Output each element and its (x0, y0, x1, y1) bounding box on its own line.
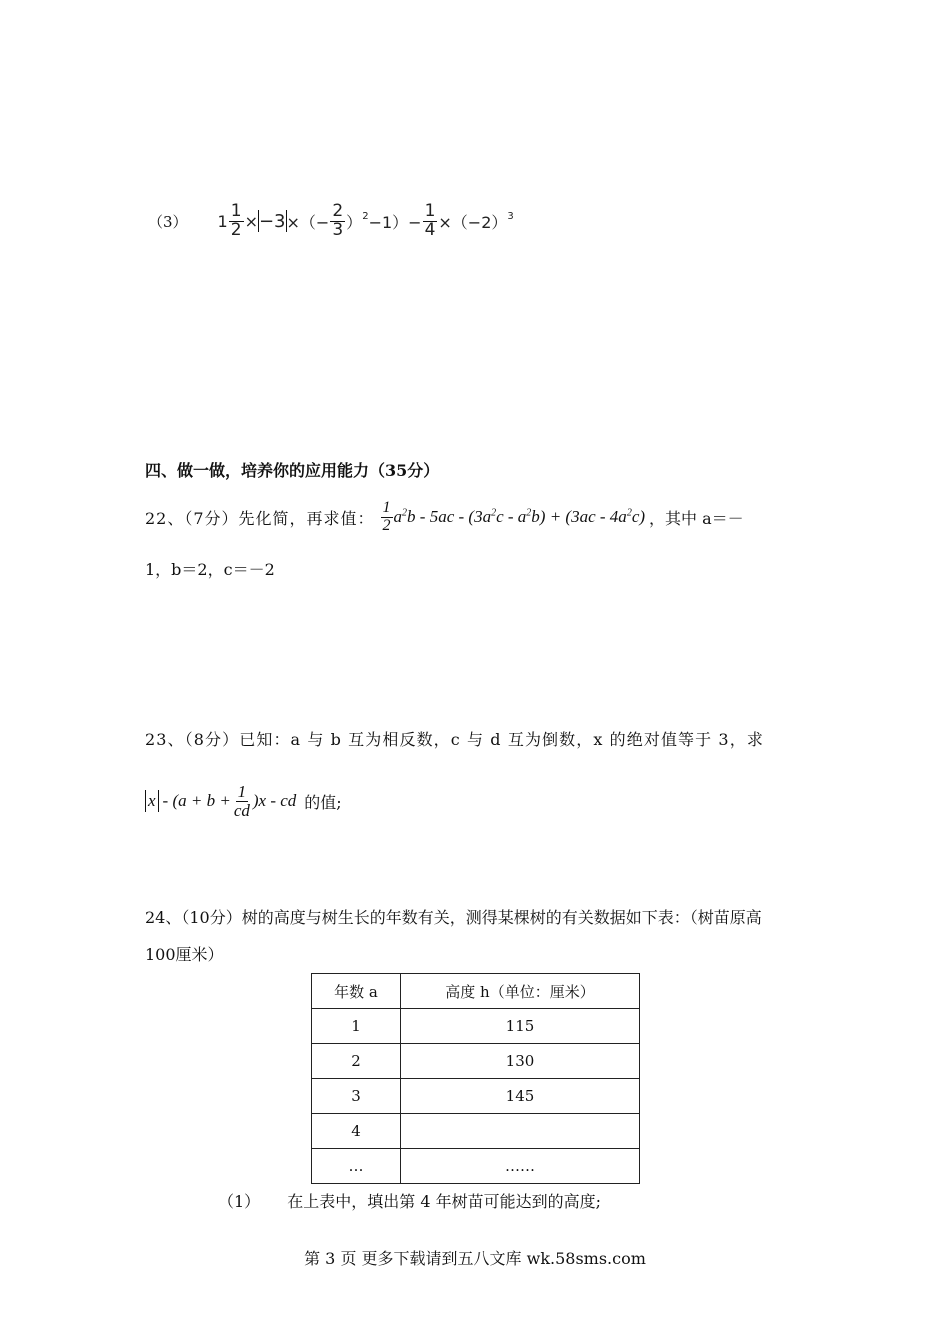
table-row (312, 1044, 640, 1079)
table-cell: 115 (401, 1009, 640, 1044)
q24-sub-1 (218, 1189, 601, 1212)
q23-suffix: 的值; (304, 792, 342, 812)
table-header-cell: 高度 h（单位：厘米） (401, 974, 640, 1009)
q22-label: 22、（7分）先化简，再求值： (145, 508, 375, 528)
q24-line-1: 24、（10分）树的高度与树生长的年数有关，测得某棵树的有关数据如下表：（树苗原高 (145, 908, 762, 927)
table-row (312, 1079, 640, 1114)
q23-tail: )x - cd (252, 791, 297, 810)
abs-bar-left (145, 790, 146, 812)
table-cell: 1 (312, 1009, 401, 1044)
table-row (312, 1114, 640, 1149)
expr-part-5: ×（−2） (438, 212, 508, 232)
problem-3 (148, 196, 514, 246)
q24-line-2: 100厘米） (145, 945, 224, 964)
fraction-one-half: $\frac{1}{2}$ (230, 200, 242, 240)
problem-3-label: （3） (148, 212, 188, 231)
table-cell: 4 (312, 1114, 401, 1149)
table-cell: 145 (401, 1079, 640, 1114)
page-footer: 第 3 页 更多下载请到五八文库 wk.58sms.com (304, 1249, 646, 1268)
q22-suffix: ，其中 a＝－ (649, 508, 744, 528)
question-22 (145, 494, 744, 540)
abs-value: −3 (258, 210, 286, 232)
table-cell: 2 (312, 1044, 401, 1079)
table-cell: 3 (312, 1079, 401, 1114)
table-cell: 130 (401, 1044, 640, 1079)
expr-part-2: ×（− (286, 212, 330, 232)
section-4-heading: 四、做一做，培养你的应用能力（35分） (145, 461, 440, 480)
expr-whole: 1 (217, 211, 228, 231)
exponent-2: 2 (362, 210, 369, 222)
fraction-two-thirds: $\frac{2}{3}$ (332, 200, 344, 240)
q24-sub-1-label: （1） (218, 1192, 261, 1211)
fraction-one-quarter: $\frac{1}{4}$ (424, 200, 436, 240)
q23-expression (145, 778, 342, 824)
q23-fraction: $\frac{1}{cd}$ (233, 781, 250, 820)
q22-fraction-half: $\frac{1}{2}$ (382, 498, 391, 534)
table-cell: … (312, 1149, 401, 1184)
table-cell: …… (401, 1149, 640, 1184)
q23-mid: - (a + b + (162, 791, 231, 810)
q23-line-1: 23、（8分）已知：a 与 b 互为相反数，c 与 d 互为倒数，x 的绝对值等于 3，求 (145, 730, 764, 749)
table-cell (401, 1114, 640, 1149)
table-row (312, 1149, 640, 1184)
problem-3-expression (217, 200, 514, 240)
table-row (312, 1009, 640, 1044)
times-sign: × (244, 211, 258, 231)
expr-part-4: −1）− (368, 212, 422, 232)
expr-part-3: ） (346, 212, 363, 232)
exponent-3: 3 (507, 210, 514, 222)
q22-expression: $a^2b - 5ac - (3a^2c - a^2b) + (3ac - 4a^2c)$ (393, 507, 646, 526)
q22-line-2: 1，b＝2，c＝－2 (145, 560, 275, 579)
q24-sub-1-text: 在上表中，填出第 4 年树苗可能达到的高度; (287, 1192, 602, 1211)
abs-bar-right (158, 790, 159, 812)
table-header-cell: 年数 a (312, 974, 401, 1009)
q23-abs-x: x (148, 791, 156, 810)
table-header-row (312, 974, 640, 1009)
tree-height-table (311, 973, 640, 1184)
